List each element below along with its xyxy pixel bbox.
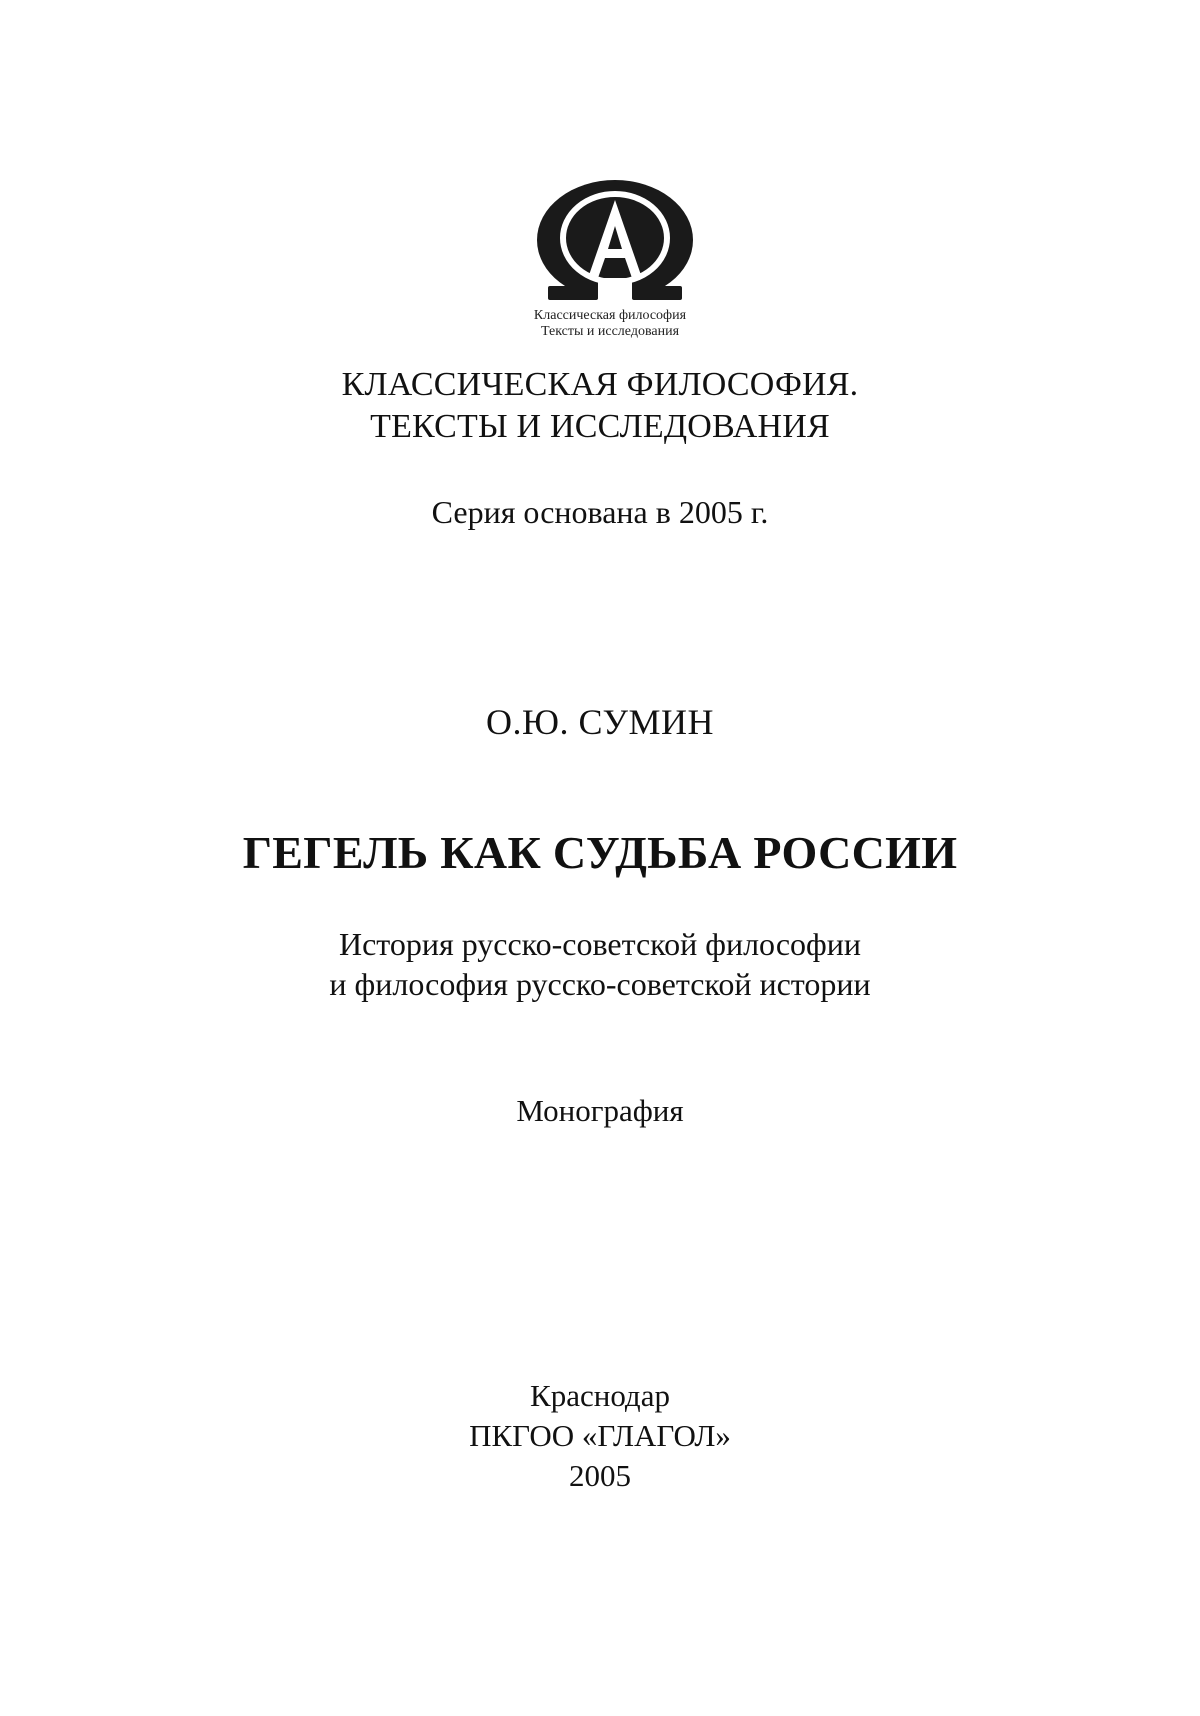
- subtitle-line2: и философия русско-советской истории: [329, 966, 871, 1002]
- imprint: [0, 1376, 1200, 1496]
- series-title: [0, 364, 1200, 448]
- series-founded: Серия основана в 2005 г.: [431, 494, 769, 530]
- imprint-publisher: ПКГОО «ГЛАГОЛ»: [469, 1418, 731, 1453]
- subtitle-line1: История русско-советской философии: [338, 926, 862, 962]
- series-logo: [530, 178, 700, 328]
- logo-caption-line1: Классическая философия: [533, 308, 687, 323]
- author-name: О.Ю. СУМИН: [485, 702, 715, 742]
- alpha-omega-icon: [530, 178, 700, 328]
- logo-caption-line2: Тексты и исследования: [540, 324, 680, 339]
- series-title-line1: КЛАССИЧЕСКАЯ ФИЛОСОФИЯ.: [341, 366, 859, 403]
- book-subtitle: [0, 924, 1200, 1004]
- book-title: ГЕГЕЛЬ КАК СУДЬБА РОССИИ: [242, 827, 958, 878]
- logo-caption: [470, 308, 750, 340]
- series-title-line2: ТЕКСТЫ И ИССЛЕДОВАНИЯ: [370, 408, 830, 445]
- imprint-year: 2005: [569, 1458, 631, 1493]
- imprint-city: Краснодар: [530, 1378, 670, 1413]
- genre-label: Монография: [516, 1093, 684, 1128]
